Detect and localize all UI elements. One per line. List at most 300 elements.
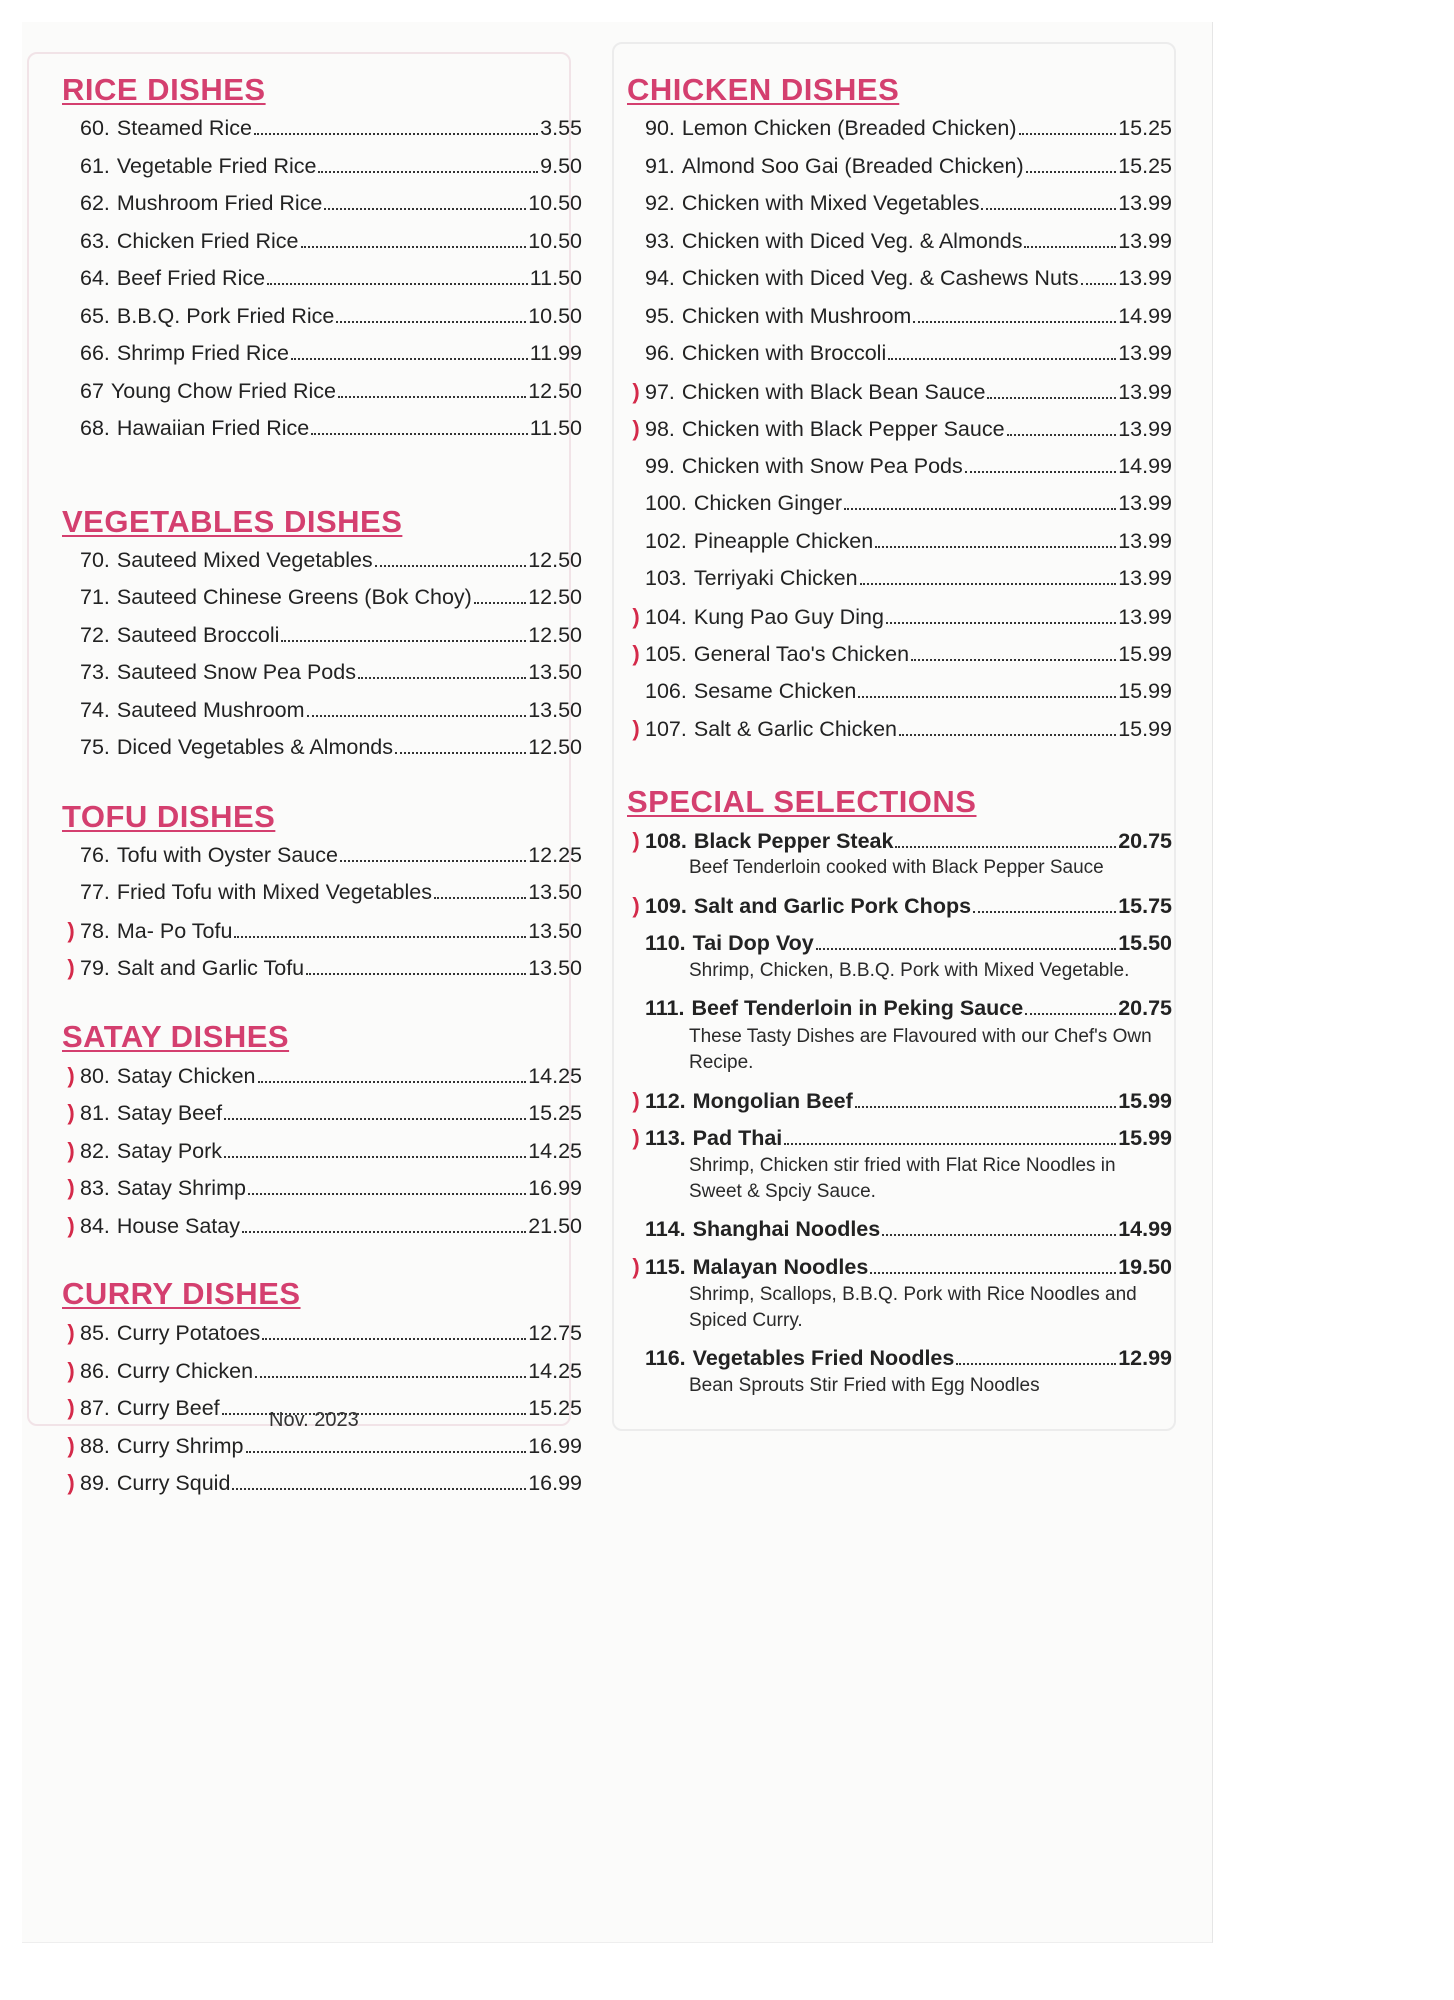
menu-item	[627, 300, 1172, 334]
dot-leader	[336, 321, 526, 323]
item-number: 91.	[645, 153, 675, 178]
menu-item-row	[62, 544, 582, 578]
dot-leader	[434, 897, 526, 899]
dot-leader	[254, 133, 538, 135]
menu-item-row	[62, 1466, 582, 1500]
item-price: 12.99	[1118, 1345, 1172, 1370]
menu-item-row	[62, 262, 582, 296]
item-number: 100.	[645, 491, 687, 515]
menu-item-row	[62, 150, 582, 184]
dot-leader	[246, 1451, 527, 1453]
menu-item-row	[62, 619, 582, 653]
menu-item-row	[627, 637, 1172, 671]
menu-item	[62, 300, 582, 334]
menu-item-row	[62, 1209, 582, 1243]
menu-item-row	[62, 731, 582, 765]
item-price: 12.50	[528, 735, 582, 759]
menu-item	[627, 1213, 1172, 1247]
dot-leader	[911, 659, 1116, 661]
item-name: Young Chow Fried Rice	[110, 378, 336, 403]
item-number: 99.	[645, 453, 675, 478]
item-price: 14.99	[1118, 1216, 1172, 1241]
item-number: 107.	[645, 717, 687, 741]
dot-leader	[987, 397, 1116, 399]
section-title: SATAY DISHES	[62, 1018, 290, 1054]
item-price: 14.25	[528, 1063, 582, 1088]
item-number: 113.	[645, 1126, 686, 1150]
item-price: 15.75	[1118, 894, 1172, 918]
menu-item	[627, 675, 1172, 709]
menu-item-row	[62, 337, 582, 371]
item-name: Black Pepper Steak	[693, 828, 894, 853]
item-number: 114.	[645, 1216, 686, 1241]
item-number: 82.	[80, 1138, 110, 1163]
vegetables-items-list	[62, 544, 582, 765]
vegetables-dishes-section	[62, 504, 582, 765]
item-number: 94.	[645, 266, 675, 290]
item-name: Mushroom Fried Rice	[116, 191, 323, 215]
item-price: 20.75	[1118, 996, 1172, 1020]
item-number: 116.	[645, 1345, 686, 1370]
dot-leader	[262, 1338, 526, 1340]
rice-items-list	[62, 112, 582, 446]
menu-item-row	[627, 487, 1172, 521]
dot-leader	[844, 508, 1116, 510]
menu-item	[62, 337, 582, 371]
item-name: Sauteed Broccoli	[116, 622, 280, 647]
menu-item	[62, 262, 582, 296]
item-number: 96.	[645, 341, 675, 365]
item-price: 14.99	[1118, 303, 1172, 328]
rice-dishes-section	[62, 72, 582, 446]
item-description: Shrimp, Chicken stir fried with Flat Rice Noodles in Sweet & Spciy Sauce.	[689, 1154, 1116, 1202]
item-number: 112.	[645, 1088, 686, 1113]
item-name: Salt and Garlic Pork Chops	[693, 894, 972, 918]
menu-item	[627, 600, 1172, 634]
item-name: Sauteed Mixed Vegetables	[116, 547, 373, 572]
item-price: 16.99	[528, 1471, 582, 1495]
item-name: Chicken Fried Rice	[116, 228, 299, 253]
chili-pepper-icon: )	[67, 1357, 75, 1383]
menu-item-row	[627, 187, 1172, 221]
item-description: These Tasty Dishes are Flavoured with our Chef's Own Recipe.	[689, 1025, 1152, 1073]
item-number: 80.	[80, 1063, 110, 1088]
menu-item	[627, 187, 1172, 221]
menu-item-row	[627, 712, 1172, 746]
item-number: 73.	[80, 660, 110, 684]
menu-item-row	[627, 1213, 1172, 1247]
menu-item	[627, 112, 1172, 146]
menu-item-row	[62, 914, 582, 948]
section-title: CHICKEN DISHES	[627, 72, 900, 107]
item-number: 62.	[80, 191, 110, 215]
dot-leader	[338, 396, 526, 398]
item-price: 13.99	[1118, 491, 1172, 515]
tofu-items-list	[62, 839, 582, 985]
item-price: 11.50	[529, 416, 582, 440]
item-price: 19.50	[1118, 1255, 1172, 1279]
item-name: Curry Potatoes	[116, 1321, 261, 1345]
dot-leader	[301, 246, 527, 248]
menu-item	[62, 694, 582, 728]
item-name: Mongolian Beef	[692, 1088, 853, 1113]
menu-item	[62, 839, 582, 873]
item-price: 12.50	[528, 378, 582, 403]
menu-item	[62, 951, 582, 985]
item-number: 97.	[645, 379, 675, 404]
dot-leader	[1026, 171, 1117, 173]
item-price: 13.99	[1118, 528, 1172, 553]
item-number: 110.	[645, 930, 686, 955]
dot-leader	[267, 283, 528, 285]
tofu-dishes-section	[62, 799, 582, 985]
item-number: 85.	[80, 1321, 110, 1345]
menu-item	[62, 1429, 582, 1463]
dot-leader	[1019, 133, 1117, 135]
item-price: 16.99	[528, 1176, 582, 1200]
dot-leader	[956, 1363, 1116, 1365]
menu-item-row	[62, 1316, 582, 1350]
item-price: 20.75	[1118, 828, 1172, 853]
menu-item	[62, 544, 582, 578]
item-name: Satay Beef	[116, 1101, 223, 1125]
chili-pepper-icon: )	[632, 893, 640, 918]
item-number: 79.	[80, 956, 110, 980]
special-items-list	[627, 824, 1172, 1400]
item-number: 88.	[80, 1433, 110, 1458]
item-price: 13.99	[1118, 266, 1172, 290]
item-name: Curry Beef	[116, 1396, 220, 1420]
menu-item	[62, 1171, 582, 1205]
dot-leader	[784, 1143, 1116, 1145]
chili-pepper-icon: )	[67, 1320, 75, 1345]
menu-item-row	[62, 1429, 582, 1463]
item-name: Chicken with Black Pepper Sauce	[681, 417, 1005, 441]
item-number: 90.	[645, 116, 675, 140]
menu-item-row	[627, 675, 1172, 709]
dot-leader	[1024, 246, 1116, 248]
satay-dishes-section	[62, 1019, 582, 1243]
item-number: 109.	[645, 894, 687, 918]
menu-item-row	[627, 525, 1172, 559]
item-name: Chicken with Mixed Vegetables	[681, 191, 980, 215]
item-number: 72.	[80, 622, 110, 647]
menu-item	[627, 1084, 1172, 1118]
dot-leader	[1081, 283, 1117, 285]
chili-pepper-icon: )	[632, 378, 640, 404]
menu-item	[62, 1466, 582, 1500]
menu-item-row	[627, 412, 1172, 446]
menu-item-row	[62, 187, 582, 221]
menu-item	[62, 1134, 582, 1168]
item-number: 76.	[80, 842, 110, 867]
item-price: 15.50	[1118, 930, 1172, 955]
menu-item	[62, 1059, 582, 1093]
menu-item	[627, 889, 1172, 923]
item-number: 71.	[80, 585, 110, 609]
item-price: 13.50	[528, 880, 582, 904]
menu-item-row	[627, 112, 1172, 146]
curry-items-list	[62, 1316, 582, 1500]
item-name: Fried Tofu with Mixed Vegetables	[116, 880, 432, 904]
dot-leader	[395, 752, 526, 754]
dot-leader	[981, 208, 1116, 210]
item-name: Sauteed Chinese Greens (Bok Choy)	[116, 585, 472, 609]
item-name: Salt & Garlic Chicken	[693, 717, 897, 741]
chili-pepper-icon: )	[67, 1212, 75, 1238]
menu-item-row	[627, 600, 1172, 634]
menu-item	[627, 1250, 1172, 1334]
item-price: 14.25	[528, 1138, 582, 1163]
item-price: 10.50	[528, 303, 582, 328]
item-price: 12.25	[528, 842, 582, 867]
menu-item-row	[627, 1250, 1172, 1284]
menu-item-row	[62, 1354, 582, 1388]
item-price: 11.99	[529, 341, 582, 365]
item-name: Sauteed Mushroom	[116, 697, 305, 722]
item-price: 10.50	[528, 228, 582, 253]
menu-item	[627, 375, 1172, 409]
dot-leader	[1025, 1013, 1116, 1015]
item-number: 66.	[80, 341, 110, 365]
item-price: 15.25	[528, 1101, 582, 1125]
item-number: 95.	[645, 303, 675, 328]
menu-item	[627, 525, 1172, 559]
item-number: 75.	[80, 735, 110, 759]
item-name: Pineapple Chicken	[693, 528, 874, 553]
menu-item	[627, 562, 1172, 596]
item-name: B.B.Q. Pork Fried Rice	[116, 303, 335, 328]
section-title: TOFU DISHES	[62, 798, 276, 834]
dot-leader	[474, 602, 526, 604]
menu-item	[627, 712, 1172, 746]
item-price: 9.50	[540, 153, 582, 178]
item-number: 111.	[645, 996, 685, 1020]
dot-leader	[816, 948, 1116, 950]
item-name: Chicken with Diced Veg. & Cashews Nuts	[681, 266, 1079, 290]
chili-pepper-icon: )	[632, 416, 640, 441]
item-price: 15.25	[528, 1396, 582, 1420]
item-number: 92.	[645, 191, 675, 215]
item-number: 103.	[645, 566, 687, 590]
menu-item	[62, 581, 582, 615]
item-price: 12.75	[528, 1321, 582, 1345]
menu-page	[22, 22, 1213, 1943]
menu-item	[62, 619, 582, 653]
menu-item-row	[627, 225, 1172, 259]
chili-pepper-icon: )	[67, 1175, 75, 1200]
item-name: Chicken with Diced Veg. & Almonds	[681, 228, 1023, 253]
item-name: Curry Squid	[116, 1471, 231, 1495]
item-number: 105.	[645, 642, 687, 666]
item-price: 16.99	[528, 1433, 582, 1458]
item-number: 87.	[80, 1396, 110, 1420]
menu-item	[62, 1096, 582, 1130]
dot-leader	[307, 715, 527, 717]
dot-leader	[291, 358, 528, 360]
menu-item-row	[627, 562, 1172, 596]
item-price: 13.50	[528, 660, 582, 684]
item-price: 13.50	[528, 918, 582, 943]
item-description: Bean Sprouts Stir Fried with Egg Noodles	[689, 1375, 1040, 1396]
item-name: Kung Pao Guy Ding	[693, 604, 884, 629]
chili-pepper-icon: )	[632, 1254, 640, 1279]
satay-items-list	[62, 1059, 582, 1243]
menu-item-row	[627, 262, 1172, 296]
dot-leader	[242, 1231, 526, 1233]
item-price: 15.25	[1118, 116, 1172, 140]
item-name: Salt and Garlic Tofu	[116, 956, 305, 980]
chicken-items-list	[627, 112, 1172, 746]
menu-item-row	[627, 992, 1172, 1026]
menu-item	[62, 1316, 582, 1350]
item-price: 15.25	[1118, 153, 1172, 178]
dot-leader	[870, 1272, 1116, 1274]
menu-item-row	[62, 1134, 582, 1168]
item-name: Tofu with Oyster Sauce	[116, 842, 338, 867]
menu-item	[62, 225, 582, 259]
item-number: 89.	[80, 1471, 110, 1495]
item-price: 15.99	[1118, 717, 1172, 741]
item-price: 14.25	[528, 1358, 582, 1383]
item-number: 115.	[645, 1255, 686, 1279]
item-name: Malayan Noodles	[692, 1255, 869, 1279]
dot-leader	[340, 860, 526, 862]
dot-leader	[888, 358, 1116, 360]
item-name: Chicken with Snow Pea Pods	[681, 453, 963, 478]
item-price: 12.50	[528, 585, 582, 609]
item-name: Chicken with Broccoli	[681, 341, 887, 365]
menu-item	[627, 824, 1172, 882]
left-column	[62, 72, 582, 1534]
item-name: Curry Shrimp	[116, 1433, 244, 1458]
item-price: 21.50	[528, 1213, 582, 1238]
section-title: SPECIAL SELECTIONS	[627, 783, 977, 819]
item-price: 3.55	[540, 116, 582, 140]
chili-pepper-icon: )	[67, 1432, 75, 1458]
menu-item	[62, 876, 582, 910]
item-name: Chicken Ginger	[693, 491, 843, 515]
menu-item	[627, 1121, 1172, 1205]
dot-leader	[222, 1413, 527, 1415]
menu-item-row	[62, 656, 582, 690]
menu-item	[627, 337, 1172, 371]
item-number: 65.	[80, 303, 110, 328]
item-description: Shrimp, Chicken, B.B.Q. Pork with Mixed Vegetable.	[689, 960, 1130, 981]
menu-item-row	[62, 1096, 582, 1130]
dot-leader	[855, 1106, 1116, 1108]
item-number: 77.	[80, 880, 110, 904]
chili-pepper-icon: )	[67, 1470, 75, 1495]
menu-item-row	[62, 300, 582, 334]
dot-leader	[882, 1234, 1116, 1236]
item-price: 15.99	[1118, 642, 1172, 666]
menu-item-row	[62, 375, 582, 409]
dot-leader	[234, 936, 526, 938]
dot-leader	[255, 1376, 526, 1378]
menu-item	[62, 187, 582, 221]
dot-leader	[913, 321, 1116, 323]
menu-item	[627, 412, 1172, 446]
menu-item	[62, 112, 582, 146]
dot-leader	[318, 171, 538, 173]
dot-leader	[232, 1488, 526, 1490]
item-name: Almond Soo Gai (Breaded Chicken)	[681, 153, 1024, 178]
special-selections-section	[627, 784, 1172, 1400]
menu-item	[62, 731, 582, 765]
item-name: House Satay	[116, 1213, 240, 1238]
item-name: Vegetables Fried Noodles	[692, 1345, 955, 1370]
chili-pepper-icon: )	[632, 1087, 640, 1113]
menu-item	[627, 225, 1172, 259]
dot-leader	[375, 565, 527, 567]
item-name: Hawaiian Fried Rice	[116, 416, 310, 440]
section-title: VEGETABLES DISHES	[62, 503, 403, 539]
dot-leader	[973, 911, 1116, 913]
item-number: 84.	[80, 1213, 110, 1238]
item-number: 102.	[645, 528, 687, 553]
dot-leader	[306, 973, 526, 975]
item-number: 86.	[80, 1358, 110, 1383]
item-name: Vegetable Fried Rice	[116, 153, 317, 178]
menu-item-row	[62, 581, 582, 615]
chili-pepper-icon: )	[632, 827, 640, 853]
menu-item	[627, 1342, 1172, 1400]
item-number: 93.	[645, 228, 675, 253]
chili-pepper-icon: )	[67, 1100, 75, 1125]
item-number: 61.	[80, 153, 110, 178]
chili-pepper-icon: )	[632, 1125, 640, 1150]
section-title: RICE DISHES	[62, 72, 266, 107]
chili-pepper-icon: )	[632, 603, 640, 629]
item-price: 13.99	[1118, 566, 1172, 590]
item-name: Terriyaki Chicken	[693, 566, 858, 590]
chili-pepper-icon: )	[67, 1062, 75, 1088]
section-title: CURRY DISHES	[62, 1276, 301, 1311]
item-name: Tai Dop Voy	[692, 930, 814, 955]
item-price: 15.99	[1118, 1126, 1172, 1150]
right-column	[627, 72, 1172, 1433]
item-price: 13.99	[1118, 604, 1172, 629]
dot-leader	[311, 433, 528, 435]
menu-item	[627, 487, 1172, 521]
menu-item-row	[627, 1342, 1172, 1376]
dot-leader	[875, 546, 1116, 548]
menu-item-row	[627, 375, 1172, 409]
menu-item-row	[62, 839, 582, 873]
item-name: Sauteed Snow Pea Pods	[116, 660, 356, 684]
item-name: General Tao's Chicken	[693, 642, 910, 666]
chili-pepper-icon: )	[67, 1137, 75, 1163]
item-description: Shrimp, Scallops, B.B.Q. Pork with Rice Noodles and Spiced Curry.	[689, 1283, 1137, 1331]
menu-item-row	[627, 337, 1172, 371]
dot-leader	[358, 677, 526, 679]
item-price: 13.99	[1118, 191, 1172, 215]
menu-item-row	[627, 1084, 1172, 1118]
menu-item	[62, 375, 582, 409]
menu-item-row	[627, 150, 1172, 184]
dot-leader	[895, 846, 1116, 848]
menu-item	[627, 150, 1172, 184]
menu-item-row	[627, 300, 1172, 334]
menu-item-row	[627, 1121, 1172, 1155]
item-number: 64.	[80, 266, 110, 290]
item-number: 78.	[80, 918, 110, 943]
item-price: 13.50	[528, 956, 582, 980]
menu-item-row	[62, 1171, 582, 1205]
menu-item	[62, 914, 582, 948]
dot-leader	[224, 1156, 526, 1158]
